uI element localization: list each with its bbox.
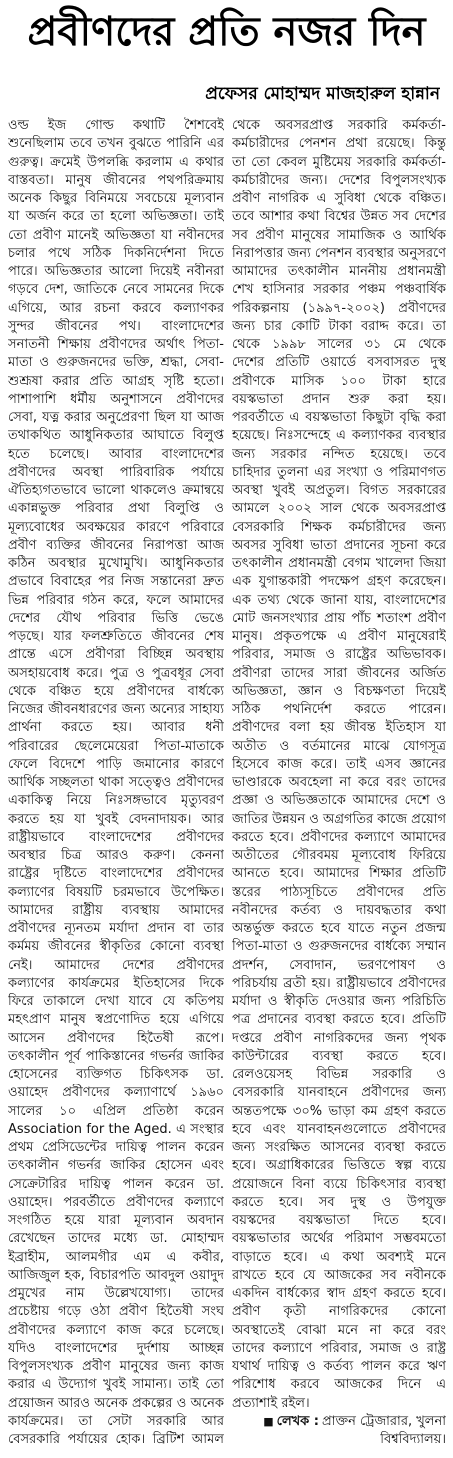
text-line: হবে এবং যানবাহনগুলোতে প্রবীণদের — [232, 1121, 446, 1137]
text-line: আর্থিক সচ্ছলতা থাকা সত্ত্বেও প্রবীণদের — [8, 775, 224, 790]
text-line: রেখেছেন তাদের মধ্যে ডা. মোহাম্মদ — [8, 1231, 224, 1247]
text-line: রাষ্ট্রীয়ভাবে বাংলাদেশের প্রবীণদের — [8, 829, 224, 845]
text-line: গড়বে দেশ, জাতিকে নেবে সামনের দিকে — [8, 282, 224, 298]
text-line: তথাকথিত আধুনিকতার আঘাতে বিলুপ্ত — [8, 428, 224, 444]
text-line: আসেন প্রবীণদের হিতৈষী রূপে। — [8, 1030, 224, 1046]
text-line: প্রভাবে বিবাহের পর নিজ সন্তানেরা দ্রুত — [8, 574, 224, 590]
text-line: অনেক কিছুর বিনিময়ে সবচেয়ে মূল্যবান — [8, 191, 224, 206]
text-line: সনাতনী শিক্ষায় প্রবীণদের অর্থাৎ পিতা- — [8, 337, 224, 352]
text-line: পরিশোধ করবে আজকের দিনে এ — [232, 1377, 446, 1393]
text-line: অবস্থার চিত্র আরও করুণ। কেননা — [8, 848, 224, 863]
text-line: দেশের প্রতিটি ওয়ার্ডে বসবাসরত দুস্থ — [232, 355, 446, 371]
text-line: কল্যাণের কার্যক্রমের ইতিহাসের দিকে — [8, 975, 224, 991]
text-line: প্রয়োজন আরও অনেক প্রকল্পের ও অনেক — [8, 1395, 224, 1411]
text-line: হয়েছে। নিঃসন্দেহে এ কল্যাণকর ব্যবস্থার — [232, 428, 446, 444]
text-line: শুনেছিলাম তবে তখন বুঝতে পারিনি এর — [8, 136, 224, 152]
text-line: মর্যাদা ও স্বীকৃতি দেওয়ার জন্য পরিচিতি — [232, 994, 446, 1009]
text-line: হোসেনের ব্যক্তিগত চিকিৎসক ডা. — [8, 1067, 224, 1082]
text-line: রাখতে হবে যে আজকের সব নবীনকে — [232, 1267, 446, 1283]
author-affiliation: প্রাক্তন ট্রেজারার, খুলনা — [322, 1413, 446, 1429]
article-column-left — [8, 117, 224, 1453]
text-line: পারে। অভিজ্ঞতার আলো দিয়েই নবীনরা — [8, 264, 224, 279]
text-line: পরিবারের ছেলেমেয়েরা পিতা-মাতাকে — [8, 738, 224, 754]
text-line: প্রবীণ নাগরিক এ সুবিধা থেকে বঞ্চিত। — [232, 191, 446, 206]
text-line: কাউন্টারের ব্যবস্থা করতে হবে। — [232, 1048, 446, 1064]
text-line: এক যুগান্তকারী পদক্ষেপ গ্রহণ করেছেন। — [232, 574, 446, 590]
text-line: বয়স্কদের বয়স্কভাতা দিতে হবে। — [232, 1213, 446, 1228]
text-line: থেকে অবসরপ্রাপ্ত সরকারি কর্মকর্তা- — [232, 118, 446, 133]
text-line: মহৎপ্রাণ মানুষ স্বপ্রণোদিত হয়ে এগিয়ে — [8, 1012, 224, 1028]
text-line: Association for the Aged. এ সংস্থার — [8, 1121, 224, 1137]
text-line: আমাদের রাষ্ট্রীয় ব্যবস্থায় আমাদের — [8, 902, 224, 918]
text-line: বাড়াতে হবে। এ কথা অবশ্যই মনে — [232, 1249, 446, 1265]
text-line: ওয়াহেদ। পরবর্তীতে প্রবীণদের কল্যাণে — [8, 1194, 224, 1210]
author-note — [232, 1413, 446, 1431]
text-line: করতে হবে। প্রবীণদের কল্যাণে আমাদের — [232, 829, 446, 845]
text-line: আমলে ২০০২ সাল থেকে অবসরপ্রাপ্ত — [232, 501, 446, 517]
text-line: যা অর্জন করে তা হলো অভিজ্ঞতা। তাই — [8, 209, 224, 225]
text-line: কর্মময় জীবনের স্বীকৃতির কোনো ব্যবস্থা — [8, 939, 224, 955]
text-line: সালের ১০ এপ্রিল প্রতিষ্ঠা করেন — [8, 1103, 224, 1119]
text-line: বাস্তবতা। মানুষ জীবনের পথপরিক্রমায় — [8, 172, 224, 188]
text-line: পরবর্তীতে এ বয়স্কভাতা কিছুটা বৃদ্ধি করা — [232, 410, 446, 425]
text-line: অতীতের গৌরবময় মূল্যবোধ ফিরিয়ে — [232, 848, 446, 863]
text-line: রেলওয়েসহ বিভিন্ন সরকারি ও — [232, 1067, 446, 1082]
text-line: নেই। আমাদের দেশের প্রবীণদের — [8, 957, 224, 973]
text-line: জাতির উন্নয়ন ও অগ্রগতির কাজে প্রয়োগ — [232, 811, 446, 827]
text-line: শুশ্রূষা করার প্রতি আগ্রহ সৃষ্টি হতো। — [8, 373, 224, 389]
text-line: তবে আশার কথা বিশ্বের উন্নত সব দেশের — [232, 209, 446, 225]
text-line: কর্মচারীদের পেনশন প্রথা রয়েছে। কিন্তু — [232, 136, 446, 152]
text-line: ফিরে তাকালে দেখা যাবে যে কতিপয় — [8, 994, 224, 1009]
text-line: ফেলে বিদেশে পাড়ি জমানোর কারণে — [8, 756, 224, 772]
text-line: তৎকালীন পূর্ব পাকিস্তানের গভর্নর জাকির — [8, 1048, 224, 1064]
text-line: অসহায়বোধ করে। পুত্র ও পুত্রবধূর সেবা — [8, 665, 224, 681]
text-line: প্রজ্ঞা ও অভিজ্ঞতাকে আমাদের দেশে ও — [232, 793, 446, 809]
text-line: হতে চলেছে। আবার বাংলাদেশের — [8, 446, 224, 462]
text-line: তৎকালীন প্রধানমন্ত্রী বেগম খালেদা জিয়া — [232, 556, 446, 571]
author-note-continued — [232, 1431, 446, 1449]
text-line: জন্য সরকার নন্দিত হয়েছে। তবে — [232, 446, 446, 462]
text-line: করতে হবে। সব দুস্থ ও উপযুক্ত — [232, 1194, 446, 1210]
article-headline: প্রবীণদের প্রতি নজর দিন — [27, 9, 426, 55]
text-line: অবস্থা খুবই অপ্রতুল। বিগত সরকারের — [232, 483, 446, 498]
text-line: প্রচেষ্টায় গড়ে ওঠা প্রবীণ হিতৈষী সংঘ — [8, 1304, 224, 1320]
text-line: বেসরকারি যানবাহনে প্রবীণদের জন্য — [232, 1085, 446, 1101]
text-line: বয়স্কভাতা প্রদান শুরু করা হয়। — [232, 391, 446, 407]
text-line: আজিজুল হক, বিচারপতি আবদুল ওয়াদুদ — [8, 1267, 224, 1283]
text-line: অবস্থাতেই বোঝা মনে না করে বরং — [232, 1322, 446, 1338]
text-line: ওল্ড ইজ গোল্ড কথাটি শৈশবেই — [8, 118, 224, 133]
text-line: রাষ্ট্রের দৃষ্টিতে বাংলাদেশের প্রবীণদের — [8, 866, 224, 882]
text-line: প্রদর্শন, সেবাদান, ভরণপোষণ ও — [232, 957, 446, 973]
text-line: যথার্থ দায়িত্ব ও কর্তব্য পালন করে ঋণ — [232, 1359, 446, 1374]
text-line: পরিবার, সমাজ ও রাষ্ট্রের অভিভাবক। — [232, 647, 446, 663]
text-line: যদিও বাংলাদেশের দুর্দশায় আচ্ছন্ন — [8, 1340, 224, 1356]
text-line: প্রার্থনা করতে হয়। আবার ধনী — [8, 720, 224, 736]
text-line: ইব্রাহীম, আলমগীর এম এ কবীর, — [8, 1249, 224, 1265]
text-line: অন্ততপক্ষে ৩০% ভাড়া কম গ্রহণ করতে — [232, 1103, 446, 1119]
text-line: তা তো কেবল মুষ্টিমেয় সরকারি কর্মকর্তা- — [232, 154, 446, 170]
author-label: লেখক : — [276, 1413, 319, 1429]
text-line: আমাদের তৎকালীন মাননীয় প্রধানমন্ত্রী — [232, 264, 446, 279]
text-line: সঠিক পথনির্দেশ করতে পারেন। — [232, 702, 446, 717]
text-line: নবীনদের কর্তব্য ও দায়বদ্ধতার কথা — [232, 902, 446, 918]
text-line: ঐতিহ্যগতভাবে ভালো থাকলেও ক্রমান্বয়ে — [8, 483, 224, 498]
text-line: সুন্দর জীবনের পথ। বাংলাদেশের — [8, 318, 224, 334]
text-line: প্রবীণদের কল্যাণে কাজ করে চলেছে। — [8, 1322, 224, 1338]
text-line: জন্য সংরক্ষিত আসনের ব্যবস্থা করতে — [232, 1140, 446, 1155]
text-line: অন্তর্ভুক্ত করতে হবে যাতে নতুন প্রজন্ম — [232, 921, 446, 936]
text-line: চাহিদার তুলনা এর সংখ্যা ও পরিমাণগত — [232, 464, 446, 480]
text-line: প্রমুখের নাম উল্লেখযোগ্য। তাদের — [8, 1286, 224, 1301]
text-line: প্রবীণ কৃতী নাগরিকদের কোনো — [232, 1304, 446, 1320]
text-line: গুরুত্ব। ক্রমেই উপলব্ধি করলাম এ কথার — [8, 154, 224, 170]
text-line: শেখ হাসিনার সরকার পঞ্চম পঞ্চবার্ষিক — [232, 282, 446, 298]
text-line: মাতা ও গুরুজনদের ভক্তি, শ্রদ্ধা, সেবা- — [8, 355, 224, 371]
text-line: পড়ছে। যার ফলশ্রুতিতে জীবনের শেষ — [8, 629, 224, 644]
text-line: প্রবীণদের ন্যূনতম মর্যাদা প্রদান বা তার — [8, 921, 224, 936]
text-line: করার এ উদ্যোগ খুবই সামান্য। তাই তো — [8, 1377, 224, 1393]
text-line: অবসর সুবিধা ভাতা প্রদানের সূচনা করে — [232, 537, 446, 553]
text-line: নিরাপত্তার জন্য পেনশন ব্যবস্থার অনুসরণে — [232, 245, 446, 261]
text-line: করতে হয় যা খুবই বেদনাদায়ক। আর — [8, 811, 224, 827]
square-bullet-icon: ■ — [263, 1414, 274, 1428]
text-line: বিপুলসংখ্যক প্রবীণ মানুষের জন্য কাজ — [8, 1359, 224, 1374]
text-line: কঠিন অবস্থার মুখোমুখি। আধুনিকতার — [8, 556, 224, 571]
text-line: ভাণ্ডারকে অবহেলা না করে বরং তাদের — [232, 775, 446, 790]
text-line: প্রান্তে এসে প্রবীণরা বিচ্ছিন্ন অবস্থায় — [8, 647, 224, 663]
article-column-right — [232, 117, 446, 1453]
text-line: পত্র প্রদানের ব্যবস্থা করতে হবে। প্রতিটি — [232, 1012, 446, 1028]
text-line: দপ্তরে প্রবীণ নাগরিকদের জন্য পৃথক — [232, 1030, 446, 1046]
text-line: প্রবীণ ব্যক্তির জীবনের নিরাপত্তা আজ — [8, 537, 224, 553]
text-line: কল্যাণের বিষয়টি চরমভাবে উপেক্ষিত। — [8, 884, 224, 900]
text-line: তো প্রবীণ মানেই অভিজ্ঞতা যা নবীনদের — [8, 227, 224, 243]
author-affiliation-continued: বিশ্ববিদ্যালয়। — [380, 1432, 446, 1447]
text-line: প্রবীণরা তাদের সারা জীবনের অর্জিত — [232, 665, 446, 681]
text-line: একদিন বার্ধক্যের স্বাদ গ্রহণ করতে হবে। — [232, 1286, 446, 1301]
text-line: দেশের যৌথ পরিবার ভিত্তি ভেঙে — [8, 610, 224, 626]
text-line: তৎকালীন গভর্নর জাকির হোসেন এবং — [8, 1158, 224, 1174]
text-line: স্তরের পাঠ্যসূচিতে প্রবীণদের প্রতি — [232, 884, 446, 900]
text-line: হিসেবে কাজ করে। তাই এসব জ্ঞানের — [232, 756, 446, 772]
text-line: বেসরকারি পর্যায়ের হোক। ব্রিটিশ আমল — [8, 1432, 224, 1447]
text-line: মূল্যবোধের অবক্ষয়ের কারণে পরিবারে — [8, 519, 224, 535]
text-line: তাদের কল্যাণে পরিবার, সমাজ ও রাষ্ট্র — [232, 1340, 446, 1356]
text-line: কার্যক্রমের। তা সেটা সরকারি আর — [8, 1413, 224, 1429]
text-line: এগিয়ে, আর রচনা করবে কল্যাণকর — [8, 300, 224, 316]
text-line: মোট জনসংখ্যার প্রায় পাঁচ শতাংশ প্রবীণ — [232, 610, 446, 626]
text-line: প্রয়োজনে বিনা ব্যয়ে চিকিৎসার ব্যবস্থা — [232, 1176, 446, 1192]
text-line: সব প্রবীণ মানুষের সামাজিক ও আর্থিক — [232, 227, 446, 243]
text-line: এক তথ্য থেকে জানা যায়, বাংলাদেশের — [232, 592, 446, 608]
text-line: ওয়াহেদ প্রবীণদের কল্যাণার্থে ১৯৬০ — [8, 1085, 224, 1101]
text-line: প্রবীণকে মাসিক ১০০ টাকা হারে — [232, 373, 446, 389]
text-line: পরিকল্পনায় (১৯৯৭-২০০২) প্রবীণদের — [232, 300, 446, 316]
text-line: প্রথম প্রেসিডেন্টের দায়িত্ব পালন করেন — [8, 1140, 224, 1155]
text-line: সেবা, যত্ন করার অনুপ্রেরণা ছিল যা আজ — [8, 410, 224, 425]
text-line: বেসরকারি শিক্ষক কর্মচারীদের জন্য — [232, 519, 446, 535]
text-line: প্রবীণদের বলা হয় জীবন্ত ইতিহাস যা — [232, 720, 446, 736]
text-line: হবে। অগ্রাধিকারের ভিত্তিতে স্বল্প ব্যয়ে — [232, 1158, 446, 1174]
text-line: সংগঠিত হয়ে যারা মূল্যবান অবদান — [8, 1213, 224, 1228]
text-line: অভিজ্ঞতা, জ্ঞান ও বিচক্ষণতা দিয়েই — [232, 683, 446, 699]
article-byline: প্রফেসর মোহাম্মদ মাজহারুল হান্নান — [205, 84, 440, 104]
text-line: মানুষ। প্রকৃতপক্ষে এ প্রবীণ মানুষেরাই — [232, 629, 446, 644]
text-line: বয়স্কভাতার অর্থের পরিমাণ সম্ভবমতো — [232, 1231, 446, 1247]
text-line: ভিন্ন পরিবার গঠন করে, ফলে আমাদের — [8, 592, 224, 608]
text-line: কর্মচারীদের জন্য। দেশের বিপুলসংখ্যক — [232, 172, 446, 188]
text-line: অতীত ও বর্তমানের মাঝে যোগসূত্র — [232, 738, 446, 754]
text-line: থেকে ১৯৯৮ সালের ৩১ মে থেকে — [232, 337, 446, 352]
text-line: পিতা-মাতা ও গুরুজনদের বার্ধক্যে সম্মান — [232, 939, 446, 955]
text-line: আনতে হবে। আমাদের শিক্ষার প্রতিটি — [232, 866, 446, 882]
text-line: প্রত্যাশাই রইল। — [232, 1395, 310, 1411]
text-line: একাকিত্ব নিয়ে নিঃসঙ্গভাবে মৃত্যুবরণ — [8, 793, 224, 809]
text-line: চলার পথে সঠিক দিকনির্দেশনা দিতে — [8, 245, 224, 261]
text-line: থেকে বঞ্চিত হয়ে প্রবীণদের বার্ধক্যে — [8, 683, 224, 699]
text-line: পাশাপাশি ধর্মীয় অনুশাসনে প্রবীণদের — [8, 391, 224, 407]
text-line: একান্নভুক্ত পরিবার প্রথা বিলুপ্তি ও — [8, 501, 224, 517]
text-line: সেক্রেটারির দায়িত্ব পালন করেন ডা. — [8, 1176, 224, 1192]
text-line: প্রবীণদের অবস্থা পারিবারিক পর্যায়ে — [8, 464, 224, 480]
text-line: জন্য চার কোটি টাকা বরাদ্দ করে। তা — [232, 318, 446, 334]
text-line: পরিচর্যায় ব্রতী হয়। রাষ্ট্রীয়ভাবে প্রবীণদের — [232, 975, 446, 991]
text-line: নিজের জীবনধারণের জন্য অন্যের সাহায্য — [8, 702, 224, 717]
